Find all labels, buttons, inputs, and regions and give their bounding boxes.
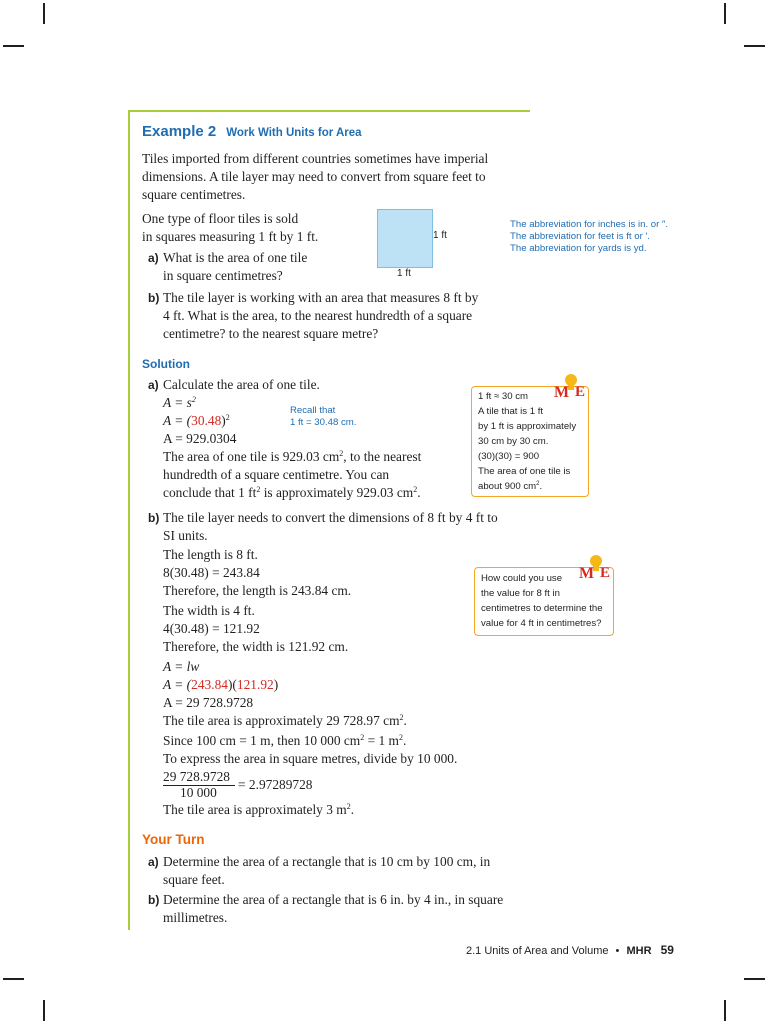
equation-area-result: A = 29 728.9728 bbox=[163, 695, 254, 710]
fraction-numerator: 29 728.9728 bbox=[163, 769, 230, 784]
length-line: The length is 8 ft. bbox=[163, 547, 258, 562]
highlight-value: 30.48 bbox=[191, 413, 222, 428]
text: The tile area is approximately 3 m bbox=[163, 802, 347, 817]
conclusion-line bbox=[163, 448, 421, 466]
text: The tile area is approximately 29 728.97 cm bbox=[163, 713, 400, 728]
text: about 900 cm bbox=[478, 481, 537, 492]
approx-line bbox=[163, 712, 407, 730]
example-frame-top-rule bbox=[128, 110, 530, 112]
box-line: The area of one tile is bbox=[478, 466, 571, 477]
part-b-text: centimetre? to the nearest square metre? bbox=[163, 326, 379, 341]
part-a-text: in square centimetres? bbox=[163, 268, 283, 283]
highlight-value: 121.92 bbox=[236, 677, 274, 692]
equation-text: A = s bbox=[163, 395, 192, 410]
crop-mark bbox=[43, 1000, 45, 1021]
text: . bbox=[403, 713, 407, 728]
example-label: Example 2 bbox=[142, 123, 217, 140]
superscript: 2 bbox=[346, 802, 351, 811]
superscript: 2 bbox=[339, 449, 344, 458]
part-b-text: 4 ft. What is the area, to the nearest hundredth of a square bbox=[163, 308, 473, 323]
box-line: 1 ft ≈ 30 cm bbox=[478, 391, 529, 402]
width-line: The width is 4 ft. bbox=[163, 603, 255, 618]
your-turn-b-text: Determine the area of a rectangle that is 6 in. by 4 in., in square bbox=[163, 892, 504, 907]
example-heading bbox=[142, 123, 362, 141]
tile-bottom-label: 1 ft bbox=[397, 268, 411, 279]
me-icon-m: M bbox=[554, 384, 570, 401]
highlight-value: 243.84 bbox=[191, 677, 228, 692]
superscript: 2 bbox=[225, 413, 230, 422]
solution-b-label: b) bbox=[148, 511, 160, 525]
me-icon-e: E bbox=[600, 565, 611, 581]
width-line: 4(30.48) = 121.92 bbox=[163, 621, 260, 636]
crop-mark bbox=[744, 978, 765, 980]
example-frame-left-rule bbox=[128, 110, 130, 930]
intro-line: Tiles imported from different countries sometimes have imperial bbox=[142, 151, 489, 166]
superscript: 2 bbox=[256, 485, 261, 494]
text: conclude that 1 ft bbox=[163, 485, 257, 500]
superscript: 2 bbox=[413, 485, 418, 494]
crop-mark bbox=[3, 978, 24, 980]
box-line: A tile that is 1 ft bbox=[478, 406, 544, 417]
conclusion-line bbox=[163, 484, 421, 502]
crop-mark bbox=[3, 45, 24, 47]
mental-math-box bbox=[471, 386, 589, 497]
equation-area bbox=[163, 394, 196, 412]
me-icon bbox=[553, 372, 589, 402]
superscript: 2 bbox=[536, 481, 540, 487]
tile-square bbox=[377, 209, 433, 268]
length-line: Therefore, the length is 243.84 cm. bbox=[163, 583, 352, 598]
part-a-label: a) bbox=[148, 251, 159, 265]
me-icon bbox=[578, 553, 614, 583]
text: , to the nearest bbox=[343, 449, 422, 464]
footer-publisher: MHR bbox=[626, 945, 652, 957]
crop-mark bbox=[43, 3, 45, 24]
footer-section: 2.1 Units of Area and Volume bbox=[466, 945, 609, 957]
your-turn-b-label: b) bbox=[148, 893, 160, 907]
box-line: by 1 ft is approximately bbox=[478, 421, 577, 432]
text: Since 100 cm = 1 m, then 10 000 cm bbox=[163, 733, 361, 748]
solution-b-line: SI units. bbox=[163, 528, 208, 543]
abbrev-note-line: The abbreviation for feet is ft or ′. bbox=[510, 231, 650, 242]
intro-line: dimensions. A tile layer may need to convert from square feet to bbox=[142, 169, 486, 184]
page-number: 59 bbox=[660, 943, 674, 957]
crop-mark bbox=[724, 3, 726, 24]
box-line: (30)(30) = 900 bbox=[478, 451, 540, 462]
equation-area-values bbox=[163, 676, 278, 694]
solution-a-line: Calculate the area of one tile. bbox=[163, 377, 320, 392]
example-subtitle: Work With Units for Area bbox=[226, 127, 362, 139]
footer-bullet: • bbox=[615, 945, 620, 957]
superscript: 2 bbox=[398, 733, 403, 742]
equation-text: ) bbox=[273, 677, 279, 692]
equation-text: A = ( bbox=[163, 413, 192, 428]
text: . bbox=[417, 485, 421, 500]
your-turn-a-text: Determine the area of a rectangle that is 10 cm by 100 cm, in bbox=[163, 854, 491, 869]
length-line: 8(30.48) = 243.84 bbox=[163, 565, 260, 580]
text: The area of one tile is 929.03 cm bbox=[163, 449, 340, 464]
solution-b-line: The tile layer needs to convert the dimensions of 8 ft by 4 ft to bbox=[163, 510, 498, 525]
text: . bbox=[539, 481, 543, 492]
your-turn-a-label: a) bbox=[148, 855, 159, 869]
text: = 1 m bbox=[364, 733, 399, 748]
box-line: centimetres to determine the bbox=[481, 603, 603, 614]
your-turn-b-text: millimetres. bbox=[163, 910, 228, 925]
box-line bbox=[478, 479, 542, 495]
superscript: 2 bbox=[399, 713, 404, 722]
part-b-text: The tile layer is working with an area that measures 8 ft by bbox=[163, 290, 479, 305]
your-turn-a-text: square feet. bbox=[163, 872, 225, 887]
page-footer bbox=[466, 943, 674, 957]
box-line: 30 cm by 30 cm. bbox=[478, 436, 549, 447]
part-b-label: b) bbox=[148, 291, 160, 305]
recall-note-line: Recall that bbox=[290, 405, 336, 416]
equation-text: A = ( bbox=[163, 677, 192, 692]
solution-heading: Solution bbox=[142, 357, 190, 371]
box-line: the value for 8 ft in bbox=[481, 588, 560, 599]
fraction-result: = 2.97289728 bbox=[238, 777, 313, 792]
recall-note-line: 1 ft = 30.48 cm. bbox=[290, 417, 357, 428]
final-line bbox=[163, 801, 354, 819]
conclusion-line: hundredth of a square centimetre. You can bbox=[163, 467, 390, 482]
abbrev-note-line: The abbreviation for yards is yd. bbox=[510, 243, 647, 254]
intro-line: square centimetres. bbox=[142, 187, 246, 202]
box-line: How could you use bbox=[481, 573, 563, 584]
since-line bbox=[163, 732, 406, 750]
equation-substitute bbox=[163, 412, 230, 430]
text: . bbox=[402, 733, 407, 748]
equation-text: ) bbox=[221, 413, 226, 428]
superscript: 2 bbox=[360, 733, 365, 742]
fraction-denominator: 10 000 bbox=[180, 785, 217, 800]
text: is approximately 929.03 cm bbox=[260, 485, 414, 500]
crop-mark bbox=[724, 1000, 726, 1021]
text: . bbox=[350, 802, 355, 817]
tile-side-label: 1 ft bbox=[433, 230, 447, 241]
box-line: value for 4 ft in centimetres? bbox=[481, 618, 602, 629]
equation-text: )( bbox=[227, 677, 237, 692]
setup-line: One type of floor tiles is sold bbox=[142, 211, 299, 226]
equation-result: A = 929.0304 bbox=[163, 431, 237, 446]
abbrev-note-line: The abbreviation for inches is in. or ″. bbox=[510, 219, 669, 230]
part-a-text: What is the area of one tile bbox=[163, 250, 308, 265]
solution-a-label: a) bbox=[148, 378, 159, 392]
crop-mark bbox=[744, 45, 765, 47]
me-icon-m: M bbox=[579, 565, 595, 582]
express-line: To express the area in square metres, divide by 10 000. bbox=[163, 751, 458, 766]
superscript: 2 bbox=[191, 395, 196, 404]
your-turn-heading: Your Turn bbox=[142, 832, 205, 847]
me-icon-e: E bbox=[575, 384, 586, 400]
setup-line: in squares measuring 1 ft by 1 ft. bbox=[142, 229, 319, 244]
equation-area-lw: A = lw bbox=[163, 659, 200, 674]
width-line: Therefore, the width is 121.92 cm. bbox=[163, 639, 349, 654]
